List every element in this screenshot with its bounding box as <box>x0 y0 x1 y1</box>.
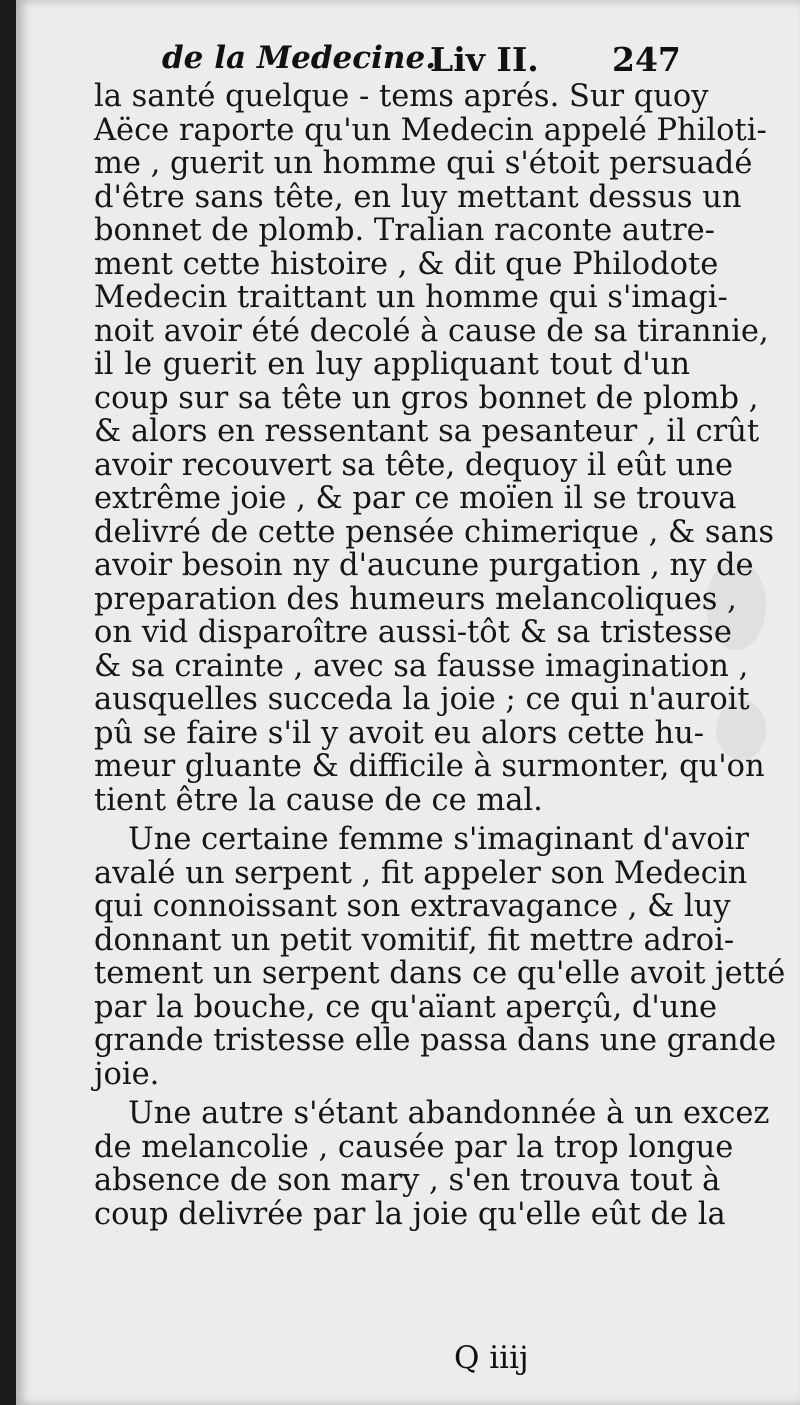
text-line: il le guerit en luy appliquant tout d'un <box>94 347 690 382</box>
text-line: d'être sans tête, en luy mettant dessus un <box>94 179 742 215</box>
text-line: grande tristesse elle passa dans une grande <box>94 1023 777 1058</box>
text-line: avoir besoin ny d'aucune purgation , ny de <box>94 548 754 583</box>
text-line: preparation des humeurs melancoliques , <box>94 581 737 617</box>
text-line: par la bouche, ce qu'aïant aperçû, d'une <box>94 989 718 1025</box>
text-line: me , guerit un homme qui s'étoit persuadé <box>94 146 753 181</box>
text-line: Une certaine femme s'imaginant d'avoir <box>128 822 749 857</box>
text-line: & sa crainte , avec sa fausse imagination , <box>94 648 749 684</box>
text-line: pû se faire s'il y avoit eu alors cette hu- <box>94 715 705 751</box>
text-line: ment cette histoire , & dit que Philodote <box>94 246 719 282</box>
text-line: Une autre s'étant abandonnée à un excez <box>128 1096 770 1131</box>
text-line: delivré de cette pensée chimerique , & sans <box>94 514 775 550</box>
text-line: joie. <box>94 1056 160 1092</box>
paragraph <box>94 1096 770 1232</box>
text-line: coup sur sa tête un gros bonnet de plomb , <box>94 380 759 416</box>
paragraph <box>94 79 775 818</box>
text-line: qui connoissant son extravagance , & luy <box>94 889 731 924</box>
text-line: Aëce raporte qu'un Medecin appelé Philoti- <box>94 112 767 148</box>
paragraph <box>94 822 786 1092</box>
text-line: avalé un serpent , fit appeler son Medecin <box>94 855 748 891</box>
text-line: Medecin traittant un homme qui s'imagi- <box>94 280 728 315</box>
signature-mark: Q iiij <box>454 1340 529 1376</box>
body-text <box>94 79 786 1232</box>
text-line: avoir recouvert sa tête, dequoy il eût une <box>94 447 734 483</box>
text-line: de melancolie , causée par la trop longue <box>94 1129 734 1165</box>
running-title: de la Medecine. <box>162 40 436 76</box>
text-line: coup delivrée par la joie qu'elle eût de la <box>94 1196 726 1232</box>
text-line: meur gluante & difficile à surmonter, qu'on <box>94 749 765 784</box>
text-line: absence de son mary , s'en trouva tout à <box>94 1163 721 1198</box>
text-line: ausquelles succeda la joie ; ce qui n'auroit <box>94 682 750 717</box>
text-line: tement un serpent dans ce qu'elle avoit jetté <box>94 956 786 991</box>
text-line: on vid disparoître aussi-tôt & sa tristesse <box>94 615 732 650</box>
text-line: la santé quelque - tems aprés. Sur quoy <box>94 79 709 114</box>
text-line: & alors en ressentant sa pesanteur , il crût <box>94 414 760 449</box>
text-line: donnant un petit vomitif, fit mettre adroi- <box>94 922 735 958</box>
text-line: tient être la cause de ce mal. <box>94 782 543 818</box>
text-line: noit avoir été decolé à cause de sa tirannie, <box>94 313 769 349</box>
book-page <box>16 0 800 1405</box>
book-number: Liv II. <box>430 40 539 79</box>
text-line: bonnet de plomb. Tralian raconte autre- <box>94 213 715 248</box>
text-line: extrême joie , & par ce moïen il se trouva <box>94 481 737 516</box>
page-number: 247 <box>612 40 681 79</box>
